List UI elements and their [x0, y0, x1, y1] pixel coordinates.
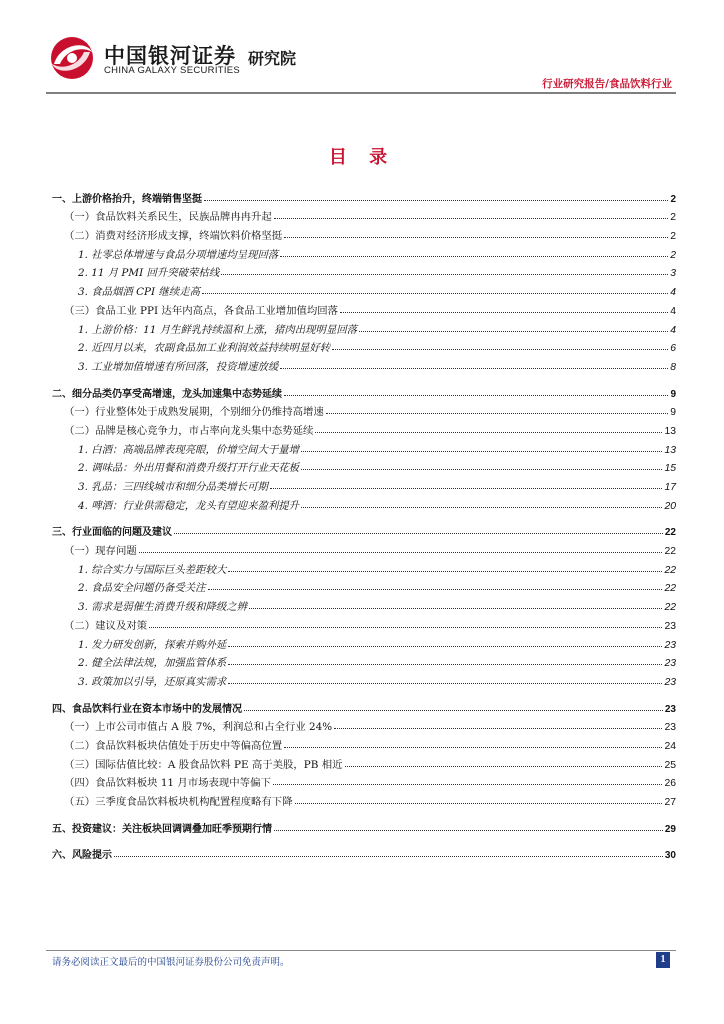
toc-page-number: 23 [664, 658, 676, 670]
toc-entry-title: 2. 健全法律法规，加强监管体系 [78, 657, 227, 670]
toc-entry-title: （二）品牌是核心竞争力，市占率向龙头集中态势延续 [64, 424, 314, 437]
toc-subsection[interactable] [52, 651, 676, 670]
toc-dot-leader [301, 450, 662, 452]
toc-page-number: 23 [664, 620, 676, 632]
toc-chapter[interactable] [52, 186, 676, 205]
toc-entry-title: 1. 发力研发创新，探索并购外延 [78, 638, 227, 651]
toc-entry-title: 1. 综合实力与国际巨头差距较大 [78, 563, 227, 576]
toc-dot-leader [244, 709, 663, 711]
toc-dot-leader [345, 765, 663, 767]
toc-dot-leader [274, 217, 668, 219]
toc-dot-leader [332, 348, 668, 350]
toc-dot-leader [359, 330, 668, 332]
header-divider [46, 92, 676, 94]
toc-entry-title: （二）消费对经济形成支撑，终端饮料价格坚挺 [64, 230, 283, 243]
toc-section[interactable] [52, 223, 676, 242]
toc-subsection[interactable] [52, 242, 676, 261]
toc-entry-title: （二）食品饮料板块估值处于历史中等偏高位置 [64, 739, 283, 752]
toc-page-number: 9 [670, 407, 676, 419]
toc-subsection[interactable] [52, 279, 676, 298]
toc-entry-title: 3. 工业增加值增速有所回落，投资增速放缓 [78, 360, 279, 373]
toc-page-number: 20 [664, 500, 676, 512]
toc-page-number: 22 [664, 527, 676, 539]
toc-entry-title: 四、食品饮料行业在资本市场中的发展情况 [52, 703, 242, 715]
toc-subsection[interactable] [52, 354, 676, 373]
toc-section[interactable] [52, 715, 676, 734]
toc-page-number: 13 [664, 444, 676, 456]
toc-page-number: 23 [664, 703, 676, 715]
toc-section[interactable] [52, 771, 676, 790]
footer-divider [46, 950, 676, 951]
toc-entry-title: 六、风险提示 [52, 850, 112, 862]
toc-section[interactable] [52, 613, 676, 632]
report-category: 行业研究报告/食品饮料行业 [542, 78, 672, 90]
toc-chapter[interactable] [52, 381, 676, 400]
toc-entry-title: 五、投资建议：关注板块回调调叠加旺季预期行情 [52, 823, 272, 835]
toc-dot-leader [149, 626, 662, 628]
toc-entry-title: 1. 白酒：高端品牌表现亮眼，价增空间大于量增 [78, 443, 300, 456]
toc-entry-title: 2. 11 月 PMI 回升突破荣枯线 [78, 267, 220, 280]
toc-chapter[interactable] [52, 520, 676, 539]
toc-dot-leader [270, 487, 663, 489]
toc-chapter[interactable] [52, 696, 676, 715]
brand-name-cn: 中国银河证券 [104, 44, 236, 68]
toc-page-number: 6 [670, 343, 676, 355]
toc-dot-leader [340, 311, 668, 313]
toc-entry-title: 1. 上游价格：11 月生鲜乳持续温和上涨，猪肉出现明显回落 [78, 323, 358, 336]
toc-entry-title: 2. 调味品：外出用餐和消费升级打开行业天花板 [78, 462, 300, 475]
toc-page-number: 13 [664, 425, 676, 437]
toc-page-number: 25 [664, 759, 676, 771]
toc-page-number: 22 [664, 546, 676, 558]
toc-entry-title: （四）食品饮料板块 11 月市场表现中等偏下 [64, 777, 271, 790]
toc-entry-title: 1. 社零总体增速与食品分项增速均呈现回落 [78, 248, 279, 261]
toc-dot-leader [228, 663, 662, 665]
toc-dot-leader [334, 727, 662, 729]
toc-section[interactable] [52, 733, 676, 752]
toc-dot-leader [174, 532, 663, 534]
toc-page-number: 3 [670, 268, 676, 280]
toc-entry-title: 三、行业面临的问题及建议 [52, 527, 172, 539]
toc-subsection[interactable] [52, 317, 676, 336]
toc-entry-title: 一、上游价格抬升，终端销售坚挺 [52, 193, 202, 205]
toc-page-number: 4 [670, 324, 676, 336]
toc-dot-leader [295, 802, 663, 804]
toc-subsection[interactable] [52, 557, 676, 576]
toc-page-number: 27 [664, 797, 676, 808]
toc-entry-title: （三）食品工业 PPI 达年内高点，各食品工业增加值均回落 [64, 304, 339, 317]
toc-page-number: 2 [670, 212, 676, 224]
toc-entry-title: 4. 啤酒：行业供需稳定，龙头有望迎来盈利提升 [78, 499, 300, 512]
toc-dot-leader [284, 394, 668, 396]
brand-name-en: CHINA GALAXY SECURITIES [104, 65, 241, 76]
toc-section[interactable] [52, 205, 676, 224]
toc-entry-title: （一）现存问题 [64, 545, 137, 558]
toc-subsection[interactable] [52, 632, 676, 651]
toc-entry-title: （一）上市公司市值占 A 股 7%，利润总和占全行业 24% [64, 721, 333, 734]
toc-dot-leader [249, 607, 662, 609]
toc-dot-leader [280, 367, 668, 369]
toc-page-number: 2 [670, 249, 676, 261]
galaxy-swirl-logo-icon [46, 34, 98, 82]
toc-subsection[interactable] [52, 456, 676, 475]
toc-entry-title: 3. 政策加以引导，还原真实需求 [78, 675, 227, 688]
toc-page-number: 22 [664, 564, 676, 576]
toc-dot-leader [208, 588, 663, 590]
toc-section[interactable] [52, 298, 676, 317]
toc-chapter[interactable] [52, 843, 676, 862]
toc-page-number: 2 [670, 193, 676, 205]
table-of-contents [52, 186, 676, 861]
toc-page-number: 29 [664, 823, 676, 835]
toc-subsection[interactable] [52, 493, 676, 512]
toc-page-number: 22 [664, 602, 676, 614]
toc-subsection[interactable] [52, 474, 676, 493]
toc-dot-leader [139, 551, 663, 553]
toc-page-number: 9 [670, 388, 676, 400]
toc-section[interactable] [52, 538, 676, 557]
toc-dot-leader [326, 412, 668, 414]
toc-entry-title: （一）食品饮料关系民生，民族品牌冉冉升起 [64, 211, 272, 224]
toc-entry-title: 2. 食品安全问题仍备受关注 [78, 582, 206, 595]
toc-page-number: 4 [670, 305, 676, 317]
disclaimer-note: 请务必阅读正文最后的中国银河证券股份公司免责声明。 [52, 957, 290, 968]
toc-dot-leader [228, 682, 662, 684]
toc-subsection[interactable] [52, 594, 676, 613]
toc-page-number: 23 [664, 639, 676, 651]
toc-page-number: 8 [670, 361, 676, 373]
toc-section[interactable] [52, 400, 676, 419]
toc-dot-leader [114, 855, 663, 857]
toc-entry-title: （一）行业整体处于成熟发展期，个别细分仍维持高增速 [64, 406, 324, 419]
toc-dot-leader [280, 255, 668, 257]
toc-page-number: 2 [670, 231, 676, 243]
toc-dot-leader [301, 468, 662, 470]
toc-dot-leader [315, 431, 662, 433]
toc-section[interactable] [52, 789, 676, 808]
toc-subsection[interactable] [52, 576, 676, 595]
toc-section[interactable] [52, 418, 676, 437]
toc-page-number: 22 [664, 583, 676, 595]
toc-dot-leader [221, 273, 668, 275]
toc-entry-title: （三）国际估值比较：A 股食品饮料 PE 高于美股，PB 相近 [64, 758, 343, 771]
brand-subtitle: 研究院 [248, 49, 297, 68]
toc-entry-title: 3. 需求是弱催生消费升级和降级之辨 [78, 601, 248, 614]
toc-subsection[interactable] [52, 669, 676, 688]
toc-title: 目 录 [328, 147, 396, 168]
toc-dot-leader [284, 236, 668, 238]
toc-subsection[interactable] [52, 336, 676, 355]
toc-dot-leader [284, 746, 662, 748]
toc-dot-leader [204, 199, 668, 201]
toc-page-number: 30 [664, 850, 676, 862]
toc-page-number: 17 [664, 482, 676, 493]
toc-subsection[interactable] [52, 437, 676, 456]
toc-entry-title: 3. 食品烟酒 CPI 继续走高 [78, 286, 200, 299]
toc-page-number: 23 [664, 676, 676, 688]
page-header [0, 0, 724, 100]
toc-entry-title: （二）建议及对策 [64, 619, 148, 632]
toc-entry-title: （五）三季度食品饮料板块机构配置程度略有下降 [64, 796, 293, 808]
toc-dot-leader [228, 570, 662, 572]
toc-dot-leader [301, 506, 662, 508]
toc-dot-leader [202, 292, 668, 294]
toc-page-number: 15 [664, 463, 676, 475]
toc-section[interactable] [52, 752, 676, 771]
toc-entry-title: 二、细分品类仍享受高增速，龙头加速集中态势延续 [52, 388, 282, 400]
toc-dot-leader [274, 829, 663, 831]
toc-page-number: 23 [664, 722, 676, 734]
toc-chapter[interactable] [52, 816, 676, 835]
toc-page-number: 26 [664, 778, 676, 790]
toc-entry-title: 3. 乳品：三四线城市和细分品类增长可期 [78, 481, 268, 493]
toc-dot-leader [228, 645, 662, 647]
toc-subsection[interactable] [52, 261, 676, 280]
toc-page-number: 4 [670, 287, 676, 299]
page-number: 1 [656, 952, 670, 968]
toc-page-number: 24 [664, 740, 676, 752]
toc-dot-leader [273, 783, 663, 785]
toc-entry-title: 2. 近四月以来，农副食品加工业利润效益持续明显好转 [78, 342, 331, 355]
